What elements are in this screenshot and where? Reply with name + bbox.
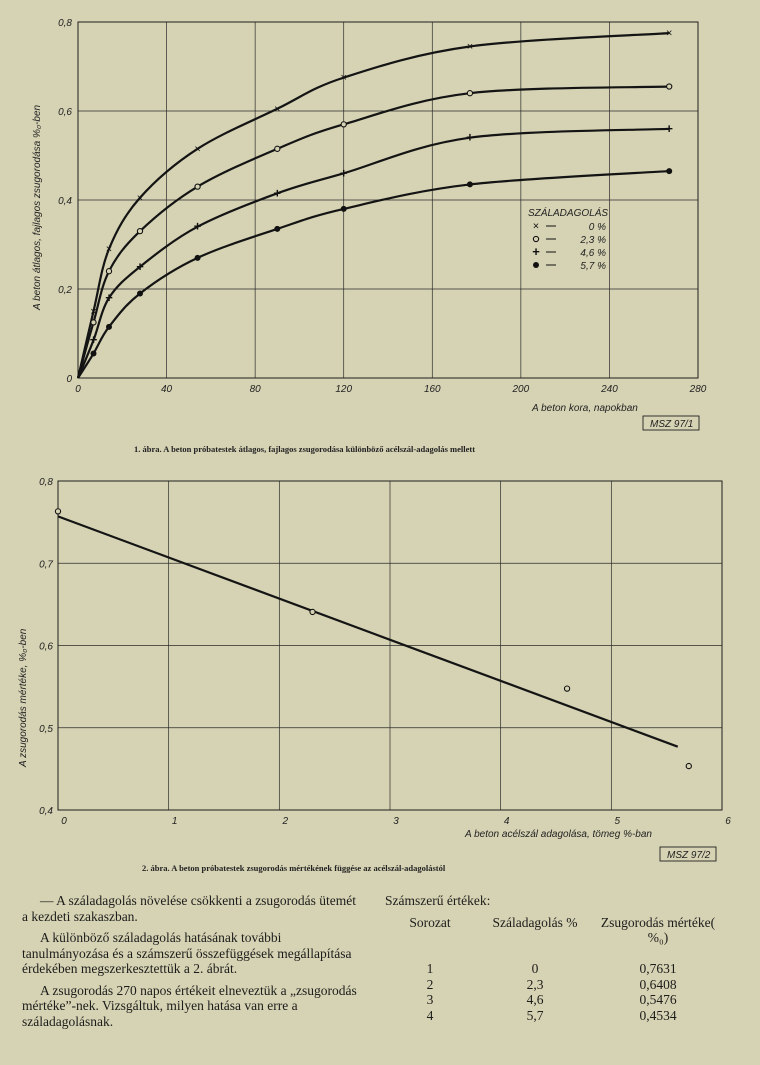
chart1-y-tick: 0,6 bbox=[58, 107, 72, 118]
chart1-data-point bbox=[341, 206, 347, 212]
chart1-data-point bbox=[275, 146, 280, 151]
chart1-x-tick: 160 bbox=[423, 384, 441, 395]
chart1-caption: 1. ábra. A beton próbatestek átlagos, fajlagos zsugorodása különböző acélszál-adagolás mellett bbox=[134, 444, 476, 454]
chart1-legend-marker bbox=[533, 262, 539, 268]
paragraph-2: A különböző száladagolás hatásának további tanulmányozása és a számszerű összefüggések megállapítása érdekében megszerkesztettük a 2. ábrát. bbox=[22, 930, 352, 976]
chart1-legend-title: SZÁLADAGOLÁS bbox=[528, 208, 609, 219]
chart2-data-point bbox=[564, 686, 569, 691]
chart1-legend-marker bbox=[533, 236, 538, 241]
chart1-legend-label: 0 % bbox=[588, 222, 606, 233]
chart2-x-tick: 0 bbox=[61, 816, 67, 827]
chart1-x-tick: 40 bbox=[161, 384, 173, 395]
chart1-legend-label: 4,6 % bbox=[580, 248, 606, 259]
chart1-data-point bbox=[106, 269, 111, 274]
table-cell: 4,6 bbox=[526, 992, 544, 1007]
chart-2 bbox=[0, 465, 760, 890]
chart1-x-tick: 240 bbox=[601, 384, 618, 395]
table-cell: 0,6408 bbox=[639, 976, 677, 992]
chart1-data-point bbox=[137, 290, 143, 296]
chart1-legend-label: 5,7 % bbox=[580, 261, 606, 272]
table-cell: 4 bbox=[426, 1007, 434, 1023]
table-row bbox=[385, 992, 721, 1008]
chart1-x-tick: 120 bbox=[335, 384, 353, 395]
chart-1 bbox=[0, 0, 760, 465]
chart1-x-tick: 0 bbox=[75, 384, 81, 395]
col-header-fiber: Száladagolás % bbox=[492, 915, 578, 930]
chart2-x-tick: 1 bbox=[171, 816, 178, 827]
chart1-legend-marker: × bbox=[532, 220, 540, 233]
chart1-data-point bbox=[467, 181, 473, 187]
chart1-data-point bbox=[106, 324, 112, 330]
chart2-regression-line bbox=[58, 516, 678, 746]
chart2-x-label: A beton acélszál adagolása, tömeg %-ban bbox=[465, 829, 652, 840]
paragraph-1: — A száladagolás növelése csökkenti a zsugorodás ütemét a kezdeti szakaszban. bbox=[22, 893, 357, 924]
table-cell: 0,5476 bbox=[639, 992, 677, 1007]
chart2-tick-labels bbox=[39, 477, 731, 827]
chart1-data-point bbox=[666, 168, 672, 174]
chart1-data-point bbox=[195, 184, 200, 189]
chart1-x-tick: 200 bbox=[512, 384, 530, 395]
table-cell: 2 bbox=[426, 976, 434, 992]
chart1-data-point: + bbox=[665, 120, 674, 136]
chart1-data-point bbox=[667, 84, 672, 89]
chart1-data-point: + bbox=[466, 129, 474, 145]
paragraph-3: A zsugorodás 270 napos értékeit elneveztük a „zsugorodás mértéke”-nek. Vizsgáltuk, milyen hatása van erre a száladagolásnak. bbox=[22, 982, 357, 1029]
col-header-shrinkage: Zsugorodás mértéke( %₀) bbox=[600, 915, 716, 945]
chart1-y-label: A beton átlagos, fajlagos zsugorodása %₀-ben bbox=[32, 104, 43, 310]
chart2-x-tick: 2 bbox=[282, 816, 289, 827]
chart2-data-point bbox=[686, 763, 691, 768]
chart2-fit-line bbox=[58, 516, 678, 746]
chart1-x-label: A beton kora, napokban bbox=[532, 403, 638, 414]
table-cell: 0 bbox=[531, 961, 539, 976]
table-row bbox=[385, 961, 721, 977]
values-table-section bbox=[385, 893, 735, 1023]
chart2-y-tick: 0,8 bbox=[39, 477, 53, 488]
chart1-data-point: × bbox=[90, 305, 97, 318]
chart1-data-point: + bbox=[273, 185, 282, 201]
chart1-markers bbox=[90, 28, 674, 357]
body-text bbox=[22, 893, 357, 1035]
chart1-data-point: × bbox=[665, 27, 673, 40]
chart1-legend-marker: + bbox=[532, 244, 540, 259]
chart1-x-tick: 280 bbox=[689, 384, 707, 395]
chart2-stamp: MSZ 97/2 bbox=[667, 850, 711, 861]
chart1-y-tick: 0,4 bbox=[58, 196, 72, 207]
chart2-data-point bbox=[55, 509, 60, 514]
chart1-data-point: × bbox=[105, 243, 113, 256]
col-header-series: Sorozat bbox=[409, 915, 451, 930]
chart2-y-tick: 0,5 bbox=[39, 723, 53, 735]
chart1-data-point bbox=[274, 226, 280, 232]
table-cell: 2,3 bbox=[526, 976, 544, 992]
chart1-data-point: × bbox=[340, 72, 347, 85]
chart2-grid bbox=[58, 481, 722, 810]
chart1-y-tick: 0 bbox=[66, 374, 72, 385]
chart1-data-point: + bbox=[193, 218, 202, 234]
values-table bbox=[385, 915, 721, 1023]
chart2-x-tick: 6 bbox=[725, 816, 731, 827]
table-row bbox=[385, 1008, 721, 1024]
chart1-data-point: + bbox=[89, 332, 98, 348]
chart1-data-point bbox=[137, 229, 142, 234]
chart1-data-point bbox=[91, 320, 96, 325]
chart1-data-point: + bbox=[339, 165, 348, 181]
chart1-data-point bbox=[195, 255, 201, 261]
chart2-y-tick: 0,6 bbox=[39, 641, 53, 653]
chart1-y-tick: 0,2 bbox=[58, 285, 72, 296]
chart1-data-point bbox=[467, 91, 472, 96]
chart2-y-tick: 0,7 bbox=[39, 559, 53, 571]
table-cell: 0,4534 bbox=[639, 1007, 677, 1023]
chart1-x-tick: 80 bbox=[249, 384, 261, 395]
chart1-stamp: MSZ 97/1 bbox=[650, 419, 694, 430]
chart1-grid bbox=[78, 22, 698, 378]
chart1-data-point: + bbox=[105, 289, 113, 305]
chart2-data-point bbox=[310, 609, 315, 614]
chart1-y-tick: 0,8 bbox=[58, 18, 72, 29]
chart1-legend-label: 2,3 % bbox=[580, 235, 606, 246]
chart1-legend bbox=[528, 206, 608, 272]
chart2-x-tick: 3 bbox=[393, 816, 399, 827]
chart1-data-point: + bbox=[136, 258, 144, 274]
table-cell: 1 bbox=[426, 961, 434, 976]
table-row bbox=[385, 977, 721, 993]
chart1-data-point: × bbox=[194, 143, 201, 156]
table-cell: 5,7 bbox=[526, 1007, 544, 1023]
chart1-data-point: × bbox=[466, 40, 474, 53]
chart1-data-point bbox=[91, 351, 97, 357]
chart2-x-tick: 4 bbox=[503, 816, 510, 827]
chart2-caption: 2. ábra. A beton próbatestek zsugorodás mértékének függése az acélszál-adagolástól bbox=[142, 863, 446, 873]
chart2-x-tick: 5 bbox=[614, 816, 621, 827]
table-cell: 3 bbox=[426, 992, 434, 1007]
chart1-data-point: × bbox=[274, 103, 281, 116]
chart2-y-tick: 0,4 bbox=[39, 806, 53, 817]
table-title: Számszerű értékek: bbox=[385, 893, 491, 908]
chart1-data-point bbox=[341, 122, 346, 127]
chart2-y-label: A zsugorodás mértéke, %₀-ben bbox=[18, 628, 29, 767]
chart2-points bbox=[55, 509, 691, 769]
chart1-data-point: × bbox=[136, 192, 144, 205]
table-cell: 0,7631 bbox=[639, 961, 677, 976]
